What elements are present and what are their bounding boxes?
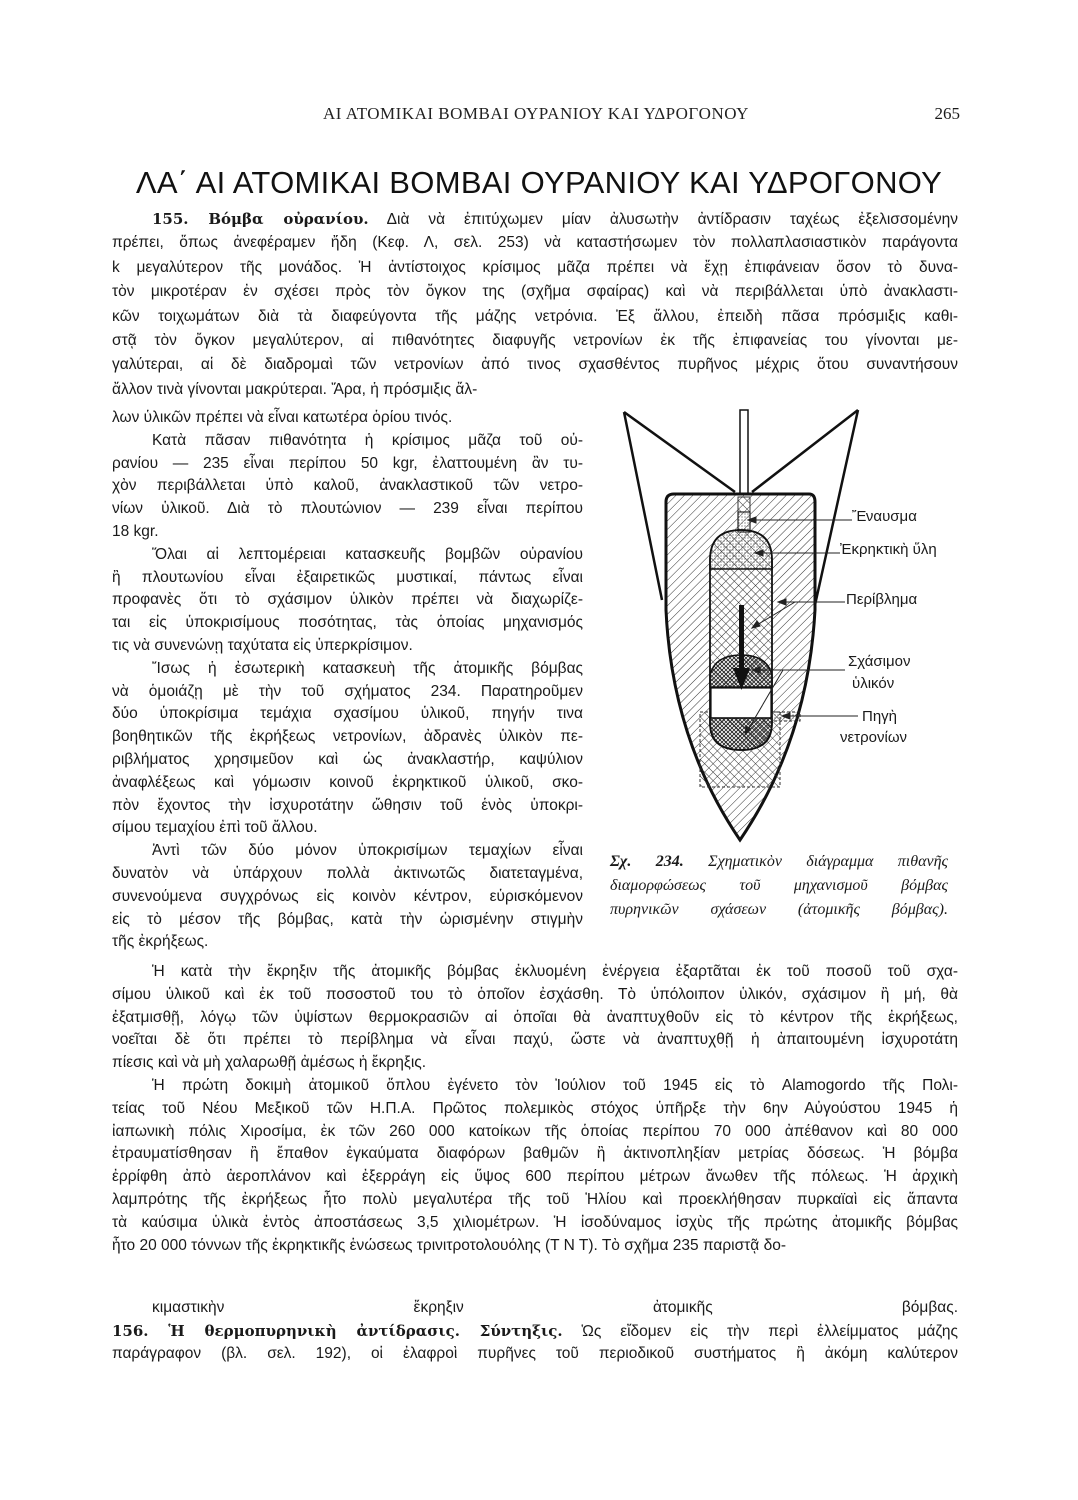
text-line	[112, 476, 583, 496]
text-line	[112, 932, 583, 952]
text-line	[112, 773, 583, 793]
line-text: λαμπρότης τῆς ἐκρήξεως ἦτο πολὺ μεγαλυτέρα τῆς τοῦ Ἡλίου καὶ προεκλήθησαν πυρκαϊαὶ εἰς ἅπαντα	[112, 1191, 958, 1208]
line-text: συνενούμενα συγχρόνως εἰς κοινὸν κέντρον, εὑρισκόμενον	[112, 887, 583, 905]
text-line	[152, 1076, 958, 1096]
text-line	[112, 408, 583, 428]
line-text: ἐξατμισθῇ, λόγῳ τῶν ὑψίστων θερμοκρασιῶν αἱ ὁποῖαι θὰ ἀναπτυχθοῦν εἰς τὸ κέντρον τῆς ἐκρήξεως,	[112, 1008, 958, 1026]
text-line	[112, 258, 958, 278]
text-line	[112, 727, 583, 747]
label-explosive: Ἐκρηκτικὴ ὕλη	[840, 541, 937, 558]
text-line	[112, 1344, 958, 1364]
line-text: πὸν ἔχοντος τὴν ἰσχυροτάτην ὤθησιν τοῦ ἑνὸς ὑποκρι-	[112, 796, 583, 814]
line-text: γαλύτεραι, αἱ δὲ διαδρομαὶ τῶν νετρονίων ἀπό τινος σχασθέντος πυρῆνος μέχρις ὅτου συναντήσουν	[112, 356, 958, 374]
bomb-diagram	[600, 400, 960, 850]
running-head: ΑΙ ΑΤΟΜΙΚΑΙ ΒΟΜΒΑΙ ΟΥΡΑΝΙΟΥ ΚΑΙ ΥΔΡΟΓΟΝΟΥ	[323, 104, 749, 123]
line-text: δυνατὸν νὰ ὑπάρχουν πολλὰ ἀκτινωτῶς διατεταγμένα,	[112, 865, 583, 882]
text-line	[112, 887, 583, 907]
line-text: κιμαστικὴν ἔκρηξιν ἀτομικῆς βόμβας.	[152, 1299, 958, 1316]
text-line	[112, 704, 583, 724]
line-text: τείας τοῦ Νέου Μεξικοῦ τῶν Η.Π.Α. Πρῶτος πολεμικὸς στόχος ὑπῆρξε τὴν 6ην Αὐγούστου 1945 ἡ	[112, 1099, 958, 1117]
line-text: ἢ πλουτωνίου εἶναι ἐξαιρετικῶς μυστικαί, πάντως εἶναι	[112, 568, 583, 586]
text-line	[112, 307, 958, 327]
figure-caption-line	[610, 852, 948, 872]
line-text: νοεῖται δὲ ὅτι πρέπει τὸ περίβλημα νὰ εἶναι παχύ, ὥστε νὰ ἀναπτυχθῇ ἡ ἀπαιτουμένη ἰσχυροτάτη	[112, 1031, 958, 1049]
text-line	[152, 545, 583, 565]
text-line	[152, 659, 583, 679]
text-line	[112, 282, 958, 302]
text-line	[112, 613, 583, 633]
section-heading-line	[112, 1321, 958, 1342]
text-line	[152, 1298, 958, 1318]
figure-number: Σχ. 234.	[610, 853, 684, 870]
text-line	[112, 818, 583, 838]
line-text: ἰαπωνικὴ πόλις Χιροσίμα, ἐκ τῶν 260 000 κατοίκων τῆς ὁποίας περίπου 70 000 ἀπέθανον καὶ 80 000	[112, 1122, 958, 1140]
text-line	[152, 962, 958, 982]
line-text: Ἡ πρώτη δοκιμὴ ἀτομικοῦ ὅπλου ἐγένετο τὸν Ἰούλιον τοῦ 1945 εἰς τὸ Alamogordo τῆς Πολι-	[152, 1077, 958, 1094]
line-text: τὰ καύσιμα ὑλικὰ ἐντὸς ἀποστάσεως 3,5 χιλιομέτρων. Ἡ ἰσοδύναμος ἰσχὺς τῆς πρώτης ἀτομικῆς βόμβας	[112, 1213, 958, 1231]
line-text: δύο ὑποκρίσιμα τεμάχια σχασίμου ὑλικοῦ, πηγήν τινα	[112, 705, 583, 723]
line-text: χὸν περιβάλλεται ὑπὸ καλοῦ, ἀνακλαστικοῦ τῶν νετρο-	[112, 477, 583, 495]
line-text: λων ὑλικῶν πρέπει νὰ εἶναι κατωτέρα ὁρίου τινός.	[112, 409, 453, 426]
line-text: Κατὰ πᾶσαν πιθανότητα ἡ κρίσιμος μᾶζα τοῦ οὐ-	[152, 431, 583, 449]
line-text: Ἀντὶ τῶν δύο μόνον ὑποκρισίμων τεμαχίων εἶναι	[152, 842, 583, 860]
line-text: 18 kgr.	[112, 523, 159, 540]
text-line	[112, 1122, 958, 1142]
line-text: στᾷ τὸν ὄγκον μεγαλύτερον, αἱ πιθανότητες διαφυγῆς νετρονίων ἐκ τῆς ἐπιφανείας του γίνονται με-	[112, 332, 958, 349]
line-text: σίμου ὑλικοῦ καὶ ἐκ τοῦ ποσοστοῦ του τὸ ὁποῖον ἐσχάσθη. Τὸ ὑπόλοιπον ὑλικόν, σχάσιμον ἢ μή, θὰ	[112, 985, 958, 1003]
section-heading-line	[152, 209, 958, 230]
figure-caption-line: πυρηνικῶν σχάσεων (ἀτομικῆς βόμβας).	[610, 901, 948, 918]
line-text: πίεσις καὶ νὰ μὴ χαλαρωθῇ ἀμέσως ἡ ἔκρηξις.	[112, 1054, 427, 1072]
text-line	[112, 864, 583, 884]
text-line	[112, 1167, 958, 1187]
line-text: τις νὰ συνενώνῃ ταχύτατα εἰς ὑπερκρίσιμον.	[112, 637, 413, 654]
line-text: ἐρρίφθη ἀπὸ ἀεροπλάνον καὶ ἐξερράγη εἰς ὕψος 600 περίπου μέτρων ἄνωθεν τῆς πόλεως. Ἡ ἀρχικὴ	[112, 1168, 958, 1186]
line-text: Ὡς εἴδομεν εἰς τὴν περὶ ἐλλείμματος μάζης	[562, 1323, 959, 1340]
label-casing: Περίβλημα	[846, 591, 918, 608]
line-text: κῶν τοιχωμάτων διὰ τὰ διαφεύγοντα τῆς μάζης νετρόνια. Ἐξ ἄλλου, ἐπειδὴ πᾶσα πρόσμιξις καθι-	[112, 307, 958, 325]
caption-text: Σχηματικὸν διάγραμμα πιθανῆς	[708, 853, 949, 870]
line-text: ἦτο 20 000 τόννων τῆς ἐκρηκτικῆς ἑνώσεως τρινιτροτολουόλης (Τ Ν Τ). Τὸ σχῆμα 235 παριστᾷ δο-	[112, 1236, 786, 1254]
explosive-charge	[710, 530, 772, 569]
label-igniter: Ἔναυσμα	[852, 508, 917, 525]
text-line	[112, 682, 583, 702]
text-line	[112, 1236, 958, 1256]
line-text: Διὰ νὰ ἐπιτύχωμεν μίαν ἀλυσωτὴν ἀντίδρασιν ταχέως ἐξελισσομένην	[368, 211, 958, 228]
text-line	[112, 1008, 958, 1028]
line-text: ἀναφλέξεως καὶ γόμωσιν κοινοῦ ἐκρηκτικοῦ ὑλικοῦ, σκο-	[112, 773, 583, 791]
label-neutron-source-2: νετρονίων	[840, 729, 908, 746]
igniter	[738, 512, 750, 532]
line-text: εἰς τὸ μέσον τῆς βόμβας, κατὰ τὴν ὡρισμένην στιγμὴν	[112, 910, 583, 928]
line-text: ἄλλον τινὰ γίνονται μακρύτεραι. Ἄρα, ἡ πρόσμιξις ἄλ-	[112, 380, 478, 398]
text-line	[112, 331, 958, 351]
text-line	[112, 522, 583, 542]
text-line	[112, 910, 583, 930]
text-line	[112, 355, 958, 375]
line-text: σίμου τεμαχίου ἐπὶ τοῦ ἄλλου.	[112, 819, 318, 837]
label-neutron-source: Πηγὴ	[862, 708, 898, 725]
text-line	[112, 590, 583, 610]
section-heading: 155. Βόμβα οὐρανίου.	[152, 210, 369, 228]
page-number: 265	[934, 104, 960, 123]
line-text: νίων ὑλικοῦ. Διὰ τὸ πλουτώνιον — 239 εἶναι περίπου	[112, 500, 583, 518]
text-line	[112, 1099, 958, 1119]
text-line	[112, 1030, 958, 1050]
line-text: Ἡ κατὰ τὴν ἔκρηξιν τῆς ἀτομικῆς βόμβας ἐκλυομένη ἐνέργεια ἐξαρτᾶται ἐκ τοῦ ποσοῦ τοῦ σχα-	[152, 963, 958, 980]
text-line	[112, 454, 583, 474]
line-text: τὸν μικροτέραν ἐν σχέσει πρὸς τὸν ὄγκον της (σχῆμα σφαίρας) καὶ νὰ περιβάλλεται ὑπὸ ἀνακλαστι-	[112, 283, 958, 301]
line-text: νὰ ὁμοιάζῃ μὲ τὴν τοῦ σχήματος 234. Παρατηροῦμεν	[112, 682, 583, 700]
text-line	[112, 1144, 958, 1164]
line-text: προφανὲς ὅτι τὸ σχάσιμον ὑλικὸν πρέπει νὰ διαχωρίζε-	[112, 591, 583, 609]
chapter-title: ΛΑ΄ ΑΙ ΑΤΟΜΙΚΑΙ ΒΟΜΒΑΙ ΟΥΡΑΝΙΟΥ ΚΑΙ ΥΔΡΟΓΟΝΟΥ	[135, 165, 943, 200]
text-line	[152, 841, 583, 861]
label-fissile-2: ὑλικόν	[852, 675, 895, 692]
text-line	[112, 1190, 958, 1210]
line-text: Ἴσως ἡ ἐσωτερικὴ κατασκευὴ τῆς ἀτομικῆς βόμβας	[152, 659, 583, 677]
label-fissile: Σχάσιμον	[848, 653, 911, 670]
line-text: ρανίου — 235 εἶναι περίπου 50 kgr, ἐλαττουμένη ἂν τυ-	[112, 454, 583, 472]
line-text: ἐτραυματίσθησαν ἢ ἔπαθον ἐγκαύματα διαφόρων βαθμῶν ἢ ἀκτινοπληξίαν μετρίας δόσεως. Ἡ βόμβα	[112, 1145, 958, 1163]
line-text: παράγραφον (βλ. σελ. 192), οἱ ἐλαφροὶ πυρῆνες τοῦ περιοδικοῦ συστήματος ἢ ἀκόμη καλύτερον	[112, 1345, 958, 1362]
text-line	[112, 1053, 958, 1073]
text-line	[112, 750, 583, 770]
line-text: πρέπει, ὅπως ἀνεφέραμεν ἤδη (Κεφ. Λ, σελ. 253) νὰ καταστήσωμεν τὸν πολλαπλασιαστικὸν παράγοντα	[112, 234, 958, 252]
line-text: ται εἰς ὑποκρισίμους ποσότητας, τὰς ὁποίας μηχανισμός	[112, 614, 583, 632]
line-text: βοηθητικῶν τῆς ἐκρήξεως νετρονίων, ἀδρανὲς ὑλικὸν πε-	[112, 728, 583, 746]
section-heading: 156. Ἡ θερμοπυρηνικὴ ἀντίδρασις. Σύντηξις.	[112, 1322, 563, 1340]
text-line	[112, 796, 583, 816]
text-line	[112, 1213, 958, 1233]
line-text: τῆς ἐκρήξεως.	[112, 933, 209, 951]
text-line	[112, 380, 551, 400]
text-line	[112, 233, 958, 253]
text-line	[112, 568, 583, 588]
line-text: Ὅλαι αἱ λεπτομέρειαι κατασκευῆς βομβῶν οὐρανίου	[152, 545, 583, 563]
text-line	[112, 985, 958, 1005]
text-line	[112, 636, 583, 656]
figure-caption-line: διαμορφώσεως τοῦ μηχανισμοῦ βόμβας	[610, 877, 948, 894]
text-line	[112, 499, 583, 519]
fuse-rod	[740, 410, 748, 494]
line-text: k μεγαλύτερον τῆς μονάδος. Ἡ ἀντίστοιχος κρίσιμος μᾶζα πρέπει νὰ ἔχῃ ἐπιφάνειαν ὅσον τὸ δυνα-	[112, 258, 958, 276]
line-text: ριβλήματος χρησιμεῦον καὶ ὡς ἀνακλαστήρ, καψύλιον	[112, 751, 583, 768]
fissile-lower	[710, 718, 772, 750]
text-line	[152, 431, 583, 451]
